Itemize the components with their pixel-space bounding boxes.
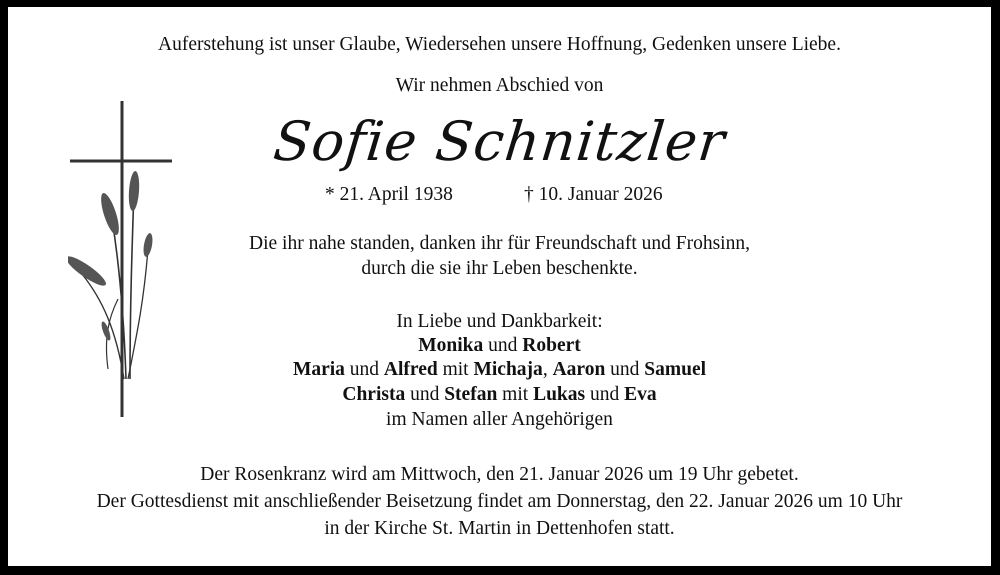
family-name: Eva: [624, 384, 657, 405]
obituary-card: [8, 7, 991, 566]
family-name: Alfred: [383, 359, 438, 380]
service-line-2: Der Gottesdienst mit anschließender Beisetzung findet am Donnerstag, den 22. Januar 2026 um 10 Uhr: [96, 491, 903, 512]
family-heading: In Liebe und Dankbarkeit:: [396, 311, 603, 332]
service-line-1: Der Rosenkranz wird am Mittwoch, den 21. Januar 2026 um 19 Uhr gebetet.: [200, 464, 799, 485]
family-line-2: Maria und Alfred mit Michaja, Aaron und Samuel: [292, 359, 707, 380]
motto: Auferstehung ist unser Glaube, Wiedersehen unsere Hoffnung, Gedenken unsere Liebe.: [158, 34, 841, 55]
service-line-3: in der Kirche St. Martin in Dettenhofen statt.: [324, 518, 675, 539]
family-name: Samuel: [644, 359, 707, 380]
family-name: Monika: [418, 335, 484, 356]
thanks-line-1: Die ihr nahe standen, danken ihr für Freundschaft und Frohsinn,: [249, 233, 750, 254]
family-line-1: Monika und Robert: [418, 335, 581, 356]
birth-date: * 21. April 1938: [325, 184, 453, 205]
deceased-name: Sofie Schnitzler: [270, 110, 729, 173]
death-date: † 10. Januar 2026: [524, 184, 663, 205]
family-name: Maria: [292, 359, 345, 380]
thanks-line-2: durch die sie ihr Leben beschenkte.: [361, 258, 638, 279]
family-name: Aaron: [552, 359, 606, 380]
family-name: Robert: [522, 335, 581, 356]
intro-line: Wir nehmen Abschied von: [395, 75, 604, 96]
family-name: Christa: [342, 384, 406, 405]
family-name: Lukas: [533, 384, 586, 405]
family-footer: im Namen aller Angehörigen: [386, 409, 613, 430]
family-name: Stefan: [444, 384, 498, 405]
family-line-3: Christa und Stefan mit Lukas und Eva: [342, 384, 657, 405]
family-name: Michaja: [473, 359, 543, 380]
